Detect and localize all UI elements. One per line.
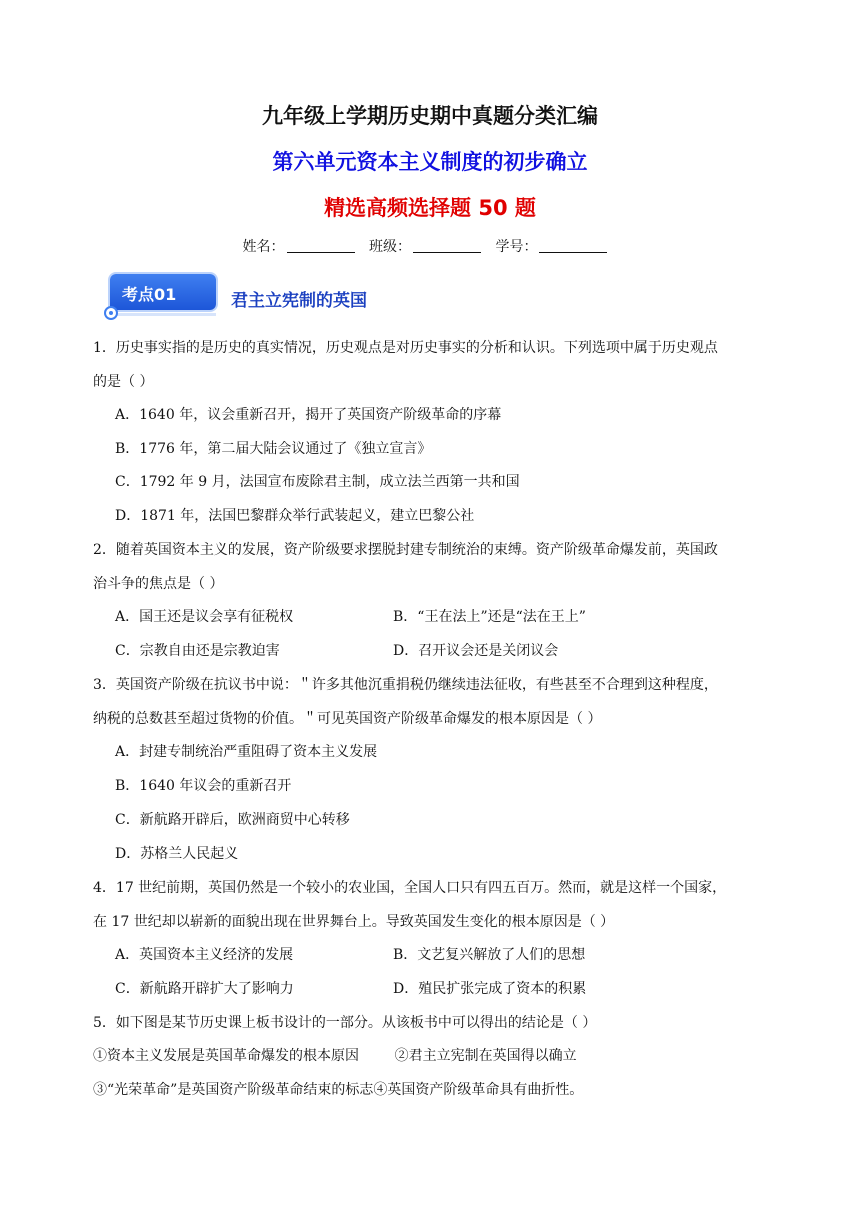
question-2-option-d: D．召开议会还是关闭议会 (393, 643, 559, 659)
question-3-option-a: A．封建专制统治严重阻碍了资本主义发展 (115, 744, 378, 760)
question-1-option-a: A．1640 年，议会重新召开，揭开了英国资产阶级革命的序幕 (115, 407, 502, 423)
question-5-line-1: 5．如下图是某节历史课上板书设计的一部分。从该板书中可以得出的结论是（ ） (93, 1015, 597, 1031)
question-1-option-c: C．1792 年 9 月，法国宣布废除君主制，成立法兰西第一共和国 (115, 474, 520, 490)
section-title: 君主立宪制的英国 (231, 291, 367, 311)
question-3-line-1: 3．英国资产阶级在抗议书中说：＂许多其他沉重捐税仍继续违法征收，有些甚至不合理到这种程度， (93, 677, 718, 693)
question-4-line-2: 在 17 世纪却以崭新的面貌出现在世界舞台上。导致英国发生变化的根本原因是（ ） (93, 914, 615, 930)
name-blank (287, 238, 355, 253)
section-badge (104, 270, 216, 318)
question-5-statement-1: ①资本主义发展是英国革命爆发的根本原因 ②君主立宪制在英国得以确立 (93, 1048, 577, 1064)
question-1-line-2: 的是（ ） (93, 374, 154, 390)
question-3-option-b: B．1640 年议会的重新召开 (115, 778, 292, 794)
question-1-option-b: B．1776 年，第二届大陆会议通过了《独立宣言》 (115, 441, 432, 457)
question-4-option-d: D．殖民扩张完成了资本的积累 (393, 981, 587, 997)
question-4-option-b: B．文艺复兴解放了人们的思想 (393, 947, 586, 963)
question-2-line-1: 2．随着英国资本主义的发展，资产阶级要求摆脱封建专制统治的束缚。资产阶级革命爆发前，英国政 (93, 542, 718, 558)
subtitle: 精选高频选择题 50 题 (324, 196, 536, 220)
badge-dot-icon (104, 306, 118, 320)
question-4-line-1: 4．17 世纪前期，英国仍然是一个较小的农业国，全国人口只有四五百万。然而，就是这样一个国家， (93, 880, 727, 896)
question-1-option-d: D．1871 年，法国巴黎群众举行武装起义，建立巴黎公社 (115, 508, 475, 524)
unit-title: 第六单元资本主义制度的初步确立 (272, 150, 588, 174)
id-label: 学号： (495, 239, 538, 255)
question-1-line-1: 1．历史事实指的是历史的真实情况，历史观点是对历史事实的分析和认识。下列选项中属于历史观点 (93, 340, 718, 356)
question-4-option-c: C．新航路开辟扩大了影响力 (115, 981, 294, 997)
badge-label: 考点01 (122, 285, 177, 304)
question-3-option-c: C．新航路开辟后，欧洲商贸中心转移 (115, 812, 350, 828)
question-3-line-2: 纳税的总数甚至超过货物的价值。＂可见英国资产阶级革命爆发的根本原因是（ ） (93, 711, 602, 727)
question-2-option-c: C．宗教自由还是宗教迫害 (115, 643, 280, 659)
class-blank (413, 238, 481, 253)
question-2-line-2: 治斗争的焦点是（ ） (93, 576, 224, 592)
id-blank (539, 238, 607, 253)
question-3-option-d: D．苏格兰人民起义 (115, 846, 239, 862)
document-title: 九年级上学期历史期中真题分类汇编 (262, 104, 598, 128)
question-4-option-a: A．英国资本主义经济的发展 (115, 947, 294, 963)
badge-underline (116, 313, 216, 316)
class-label: 班级： (369, 239, 411, 255)
question-5-statement-2: ③“光荣革命”是英国资产阶级革命结束的标志④英国资产阶级革命具有曲折性。 (93, 1082, 584, 1098)
question-2-option-a: A．国王还是议会享有征税权 (115, 609, 294, 625)
name-label: 姓名： (242, 239, 285, 255)
question-2-option-b: B．“王在法上”还是“法在王上” (393, 609, 586, 625)
student-info-line (0, 236, 860, 256)
